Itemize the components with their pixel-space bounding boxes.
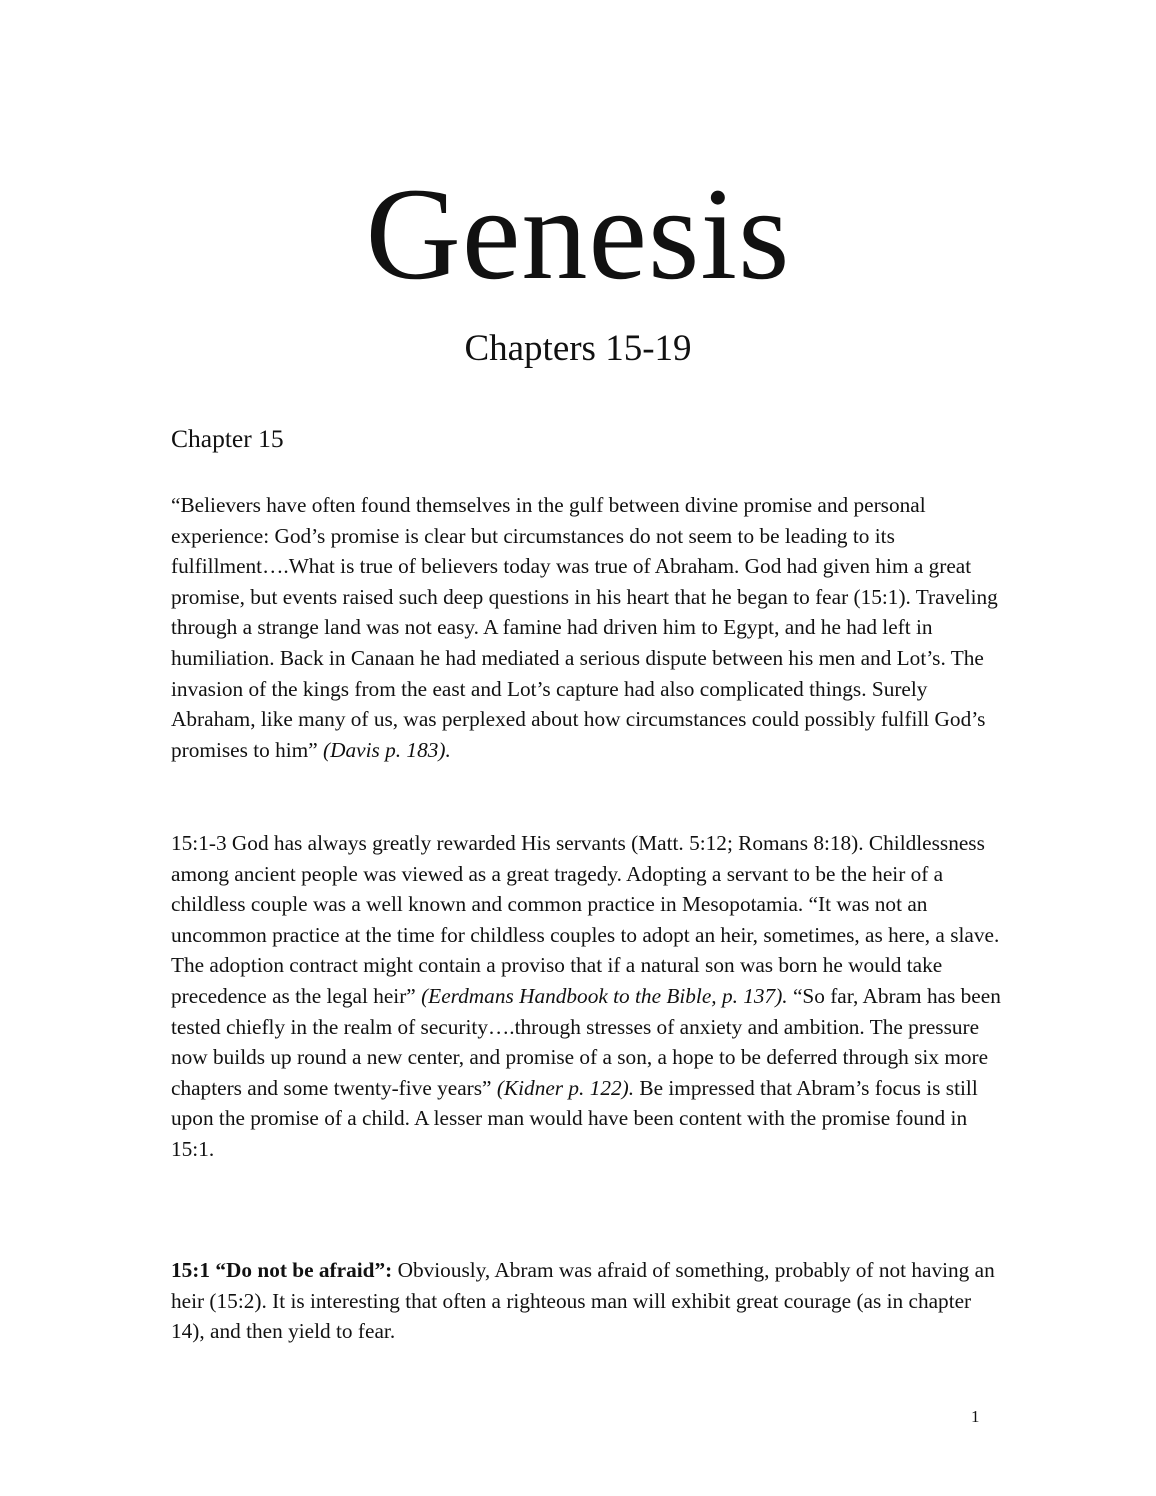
document-title: Genesis — [365, 160, 791, 307]
document-subtitle: Chapters 15-19 — [464, 328, 692, 369]
paragraph-text: 15:1-3 God has always greatly rewarded His servants (Matt. 5:12; Romans 8:18). Childlessness among ancient people was viewed as a great tragedy. Adopting a servant to be the heir of a childless couple was a well known and common practice in Mesopotamia. “It was not an uncommon practice at the time for childless couples to adopt an heir, sometimes, as here, a slave. The adoption contract might contain a proviso that if a natural son was born he would take precedence as the legal heir” — [171, 831, 1000, 1008]
page-number: 1 — [971, 1407, 980, 1426]
paragraph-15-1-3 — [171, 828, 1001, 1165]
paragraph-intro-quote — [171, 490, 1001, 765]
paragraph-text: “Believers have often found themselves in the gulf between divine promise and personal experience: God’s promise is clear but circumstances do not seem to be leading to its fulfillment….What is true of believers today was true of Abraham. God had given him a great promise, but events raised such deep questions in his heart that he began to fear (15:1). Traveling through a strange land was not easy. A famine had driven him to Egypt, and he had left in humiliation. Back in Canaan he had mediated a serious dispute between his men and Lot’s. The invasion of the kings from the east and Lot’s capture had also complicated things. Surely Abraham, like many of us, was perplexed about how circumstances could possibly fulfill God’s promises to him” — [171, 493, 998, 762]
paragraph-15-1-fear — [171, 1255, 1001, 1347]
verse-label: 15:1 “Do not be afraid”: — [171, 1258, 393, 1282]
citation: (Kidner p. 122). — [496, 1075, 635, 1100]
chapter-heading: Chapter 15 — [171, 424, 284, 453]
citation: (Eerdmans Handbook to the Bible, p. 137). — [421, 983, 788, 1008]
paragraph-text: Be impressed that Abram’s focus is still upon the promise of a child. A lesser man would have been content with the promise found in 15:1. — [171, 1075, 978, 1161]
paragraph-text: Obviously, Abram was afraid of something, probably of not having an heir (15:2). It is interesting that often a righteous man will exhibit great courage (as in chapter 14), and then yield to fear. — [171, 1258, 995, 1344]
citation: (Davis p. 183). — [323, 737, 451, 762]
paragraph-text: “So far, Abram has been tested chiefly in the realm of security….through stresses of anxiety and ambition. The pressure now builds up round a new center, and promise of a son, a hope to be deferred through six more chapters and some twenty-five years” — [171, 983, 1001, 1100]
